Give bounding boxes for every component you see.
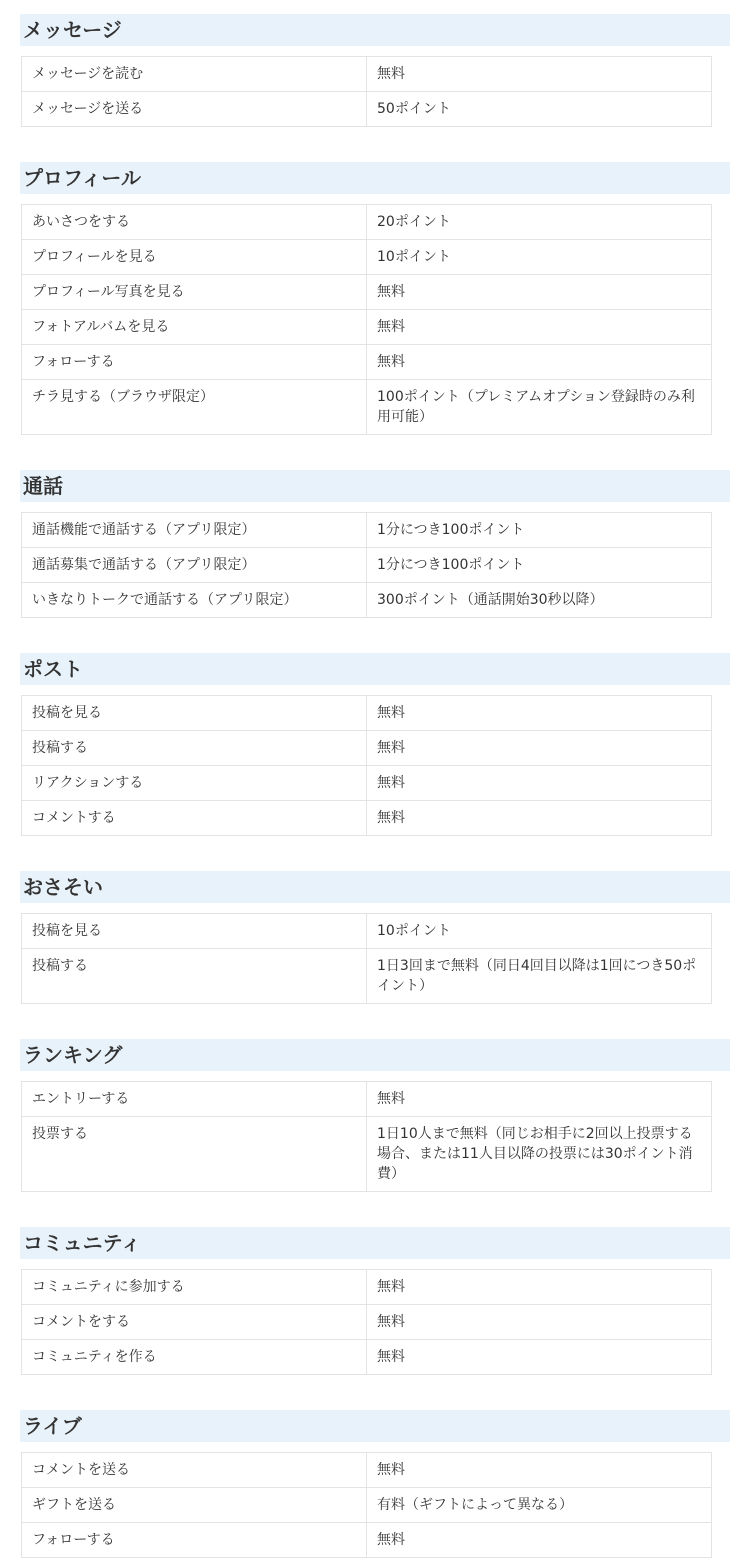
section-heading: プロフィール: [20, 162, 730, 194]
table-row: [22, 801, 712, 836]
cost-cell: 100ポイント（プレミアムオプション登録時のみ利用可能）: [367, 380, 712, 435]
action-cell: 投票する: [22, 1117, 367, 1192]
cost-cell: 無料: [367, 1270, 712, 1305]
table-row: [22, 1270, 712, 1305]
cost-cell: 1日10人まで無料（同じお相手に2回以上投票する場合、または11人目以降の投票には30ポイント消費）: [367, 1117, 712, 1192]
action-cell: フォローする: [22, 345, 367, 380]
action-cell: 投稿する: [22, 731, 367, 766]
action-cell: コミュニティを作る: [22, 1340, 367, 1375]
pricing-table: [21, 695, 712, 836]
cost-cell: 無料: [367, 766, 712, 801]
table-row: [22, 583, 712, 618]
table-row: [22, 513, 712, 548]
action-cell: あいさつをする: [22, 205, 367, 240]
table-row: [22, 1340, 712, 1375]
table-row: [22, 766, 712, 801]
cost-cell: 無料: [367, 275, 712, 310]
action-cell: ギフトを送る: [22, 1488, 367, 1523]
section-spacer: [0, 836, 751, 871]
action-cell: 投稿する: [22, 949, 367, 1004]
section-heading: ライブ: [20, 1410, 730, 1442]
action-cell: コメントする: [22, 801, 367, 836]
cost-cell: 無料: [367, 310, 712, 345]
action-cell: 投稿を見る: [22, 696, 367, 731]
action-cell: 投稿を見る: [22, 914, 367, 949]
section-heading: 通話: [20, 470, 730, 502]
table-row: [22, 345, 712, 380]
section-spacer: [0, 1004, 751, 1039]
action-cell: 通話機能で通話する（アプリ限定）: [22, 513, 367, 548]
cost-cell: 300ポイント（通話開始30秒以降）: [367, 583, 712, 618]
pricing-table: [21, 56, 712, 127]
cost-cell: 無料: [367, 731, 712, 766]
table-row: [22, 1305, 712, 1340]
cost-cell: 1分につき100ポイント: [367, 548, 712, 583]
action-cell: コメントをする: [22, 1305, 367, 1340]
section-heading: ランキング: [20, 1039, 730, 1071]
section-heading: メッセージ: [20, 14, 730, 46]
cost-cell: 無料: [367, 696, 712, 731]
table-row: [22, 57, 712, 92]
table-row: [22, 548, 712, 583]
section-spacer: [0, 127, 751, 162]
action-cell: リアクションする: [22, 766, 367, 801]
action-cell: メッセージを送る: [22, 92, 367, 127]
action-cell: コメントを送る: [22, 1453, 367, 1488]
pricing-section-1: [20, 14, 730, 127]
action-cell: チラ見する（ブラウザ限定）: [22, 380, 367, 435]
cost-cell: 無料: [367, 1340, 712, 1375]
action-cell: フォトアルバムを見る: [22, 310, 367, 345]
table-row: [22, 240, 712, 275]
section-spacer: [0, 1375, 751, 1410]
action-cell: いきなりトークで通話する（アプリ限定）: [22, 583, 367, 618]
cost-cell: 無料: [367, 1082, 712, 1117]
table-row: [22, 380, 712, 435]
cost-cell: 20ポイント: [367, 205, 712, 240]
table-row: [22, 696, 712, 731]
action-cell: エントリーする: [22, 1082, 367, 1117]
cost-cell: 10ポイント: [367, 914, 712, 949]
pricing-table: [21, 1452, 712, 1558]
pricing-section-2: [20, 162, 730, 435]
action-cell: コミュニティに参加する: [22, 1270, 367, 1305]
cost-cell: 無料: [367, 1305, 712, 1340]
table-row: [22, 914, 712, 949]
table-row: [22, 205, 712, 240]
pricing-table: [21, 1269, 712, 1375]
cost-cell: 50ポイント: [367, 92, 712, 127]
section-spacer: [0, 435, 751, 470]
pricing-section-3: [20, 470, 730, 618]
cost-cell: 10ポイント: [367, 240, 712, 275]
cost-cell: 1分につき100ポイント: [367, 513, 712, 548]
cost-cell: 1日3回まで無料（同日4回目以降は1回につき50ポイント）: [367, 949, 712, 1004]
pricing-section-6: [20, 1039, 730, 1192]
table-row: [22, 949, 712, 1004]
pricing-section-7: [20, 1227, 730, 1375]
cost-cell: 無料: [367, 57, 712, 92]
table-row: [22, 1523, 712, 1558]
cost-cell: 無料: [367, 1523, 712, 1558]
section-spacer: [0, 618, 751, 653]
section-heading: コミュニティ: [20, 1227, 730, 1259]
action-cell: フォローする: [22, 1523, 367, 1558]
table-row: [22, 1117, 712, 1192]
table-row: [22, 310, 712, 345]
pricing-table: [21, 913, 712, 1004]
pricing-table: [21, 512, 712, 618]
table-row: [22, 1453, 712, 1488]
cost-cell: 有料（ギフトによって異なる）: [367, 1488, 712, 1523]
pricing-table: [21, 204, 712, 435]
table-row: [22, 1082, 712, 1117]
action-cell: メッセージを読む: [22, 57, 367, 92]
table-row: [22, 275, 712, 310]
section-spacer: [0, 1192, 751, 1227]
action-cell: プロフィールを見る: [22, 240, 367, 275]
table-row: [22, 92, 712, 127]
section-heading: おさそい: [20, 871, 730, 903]
pricing-section-4: [20, 653, 730, 836]
pricing-table: [21, 1081, 712, 1192]
cost-cell: 無料: [367, 1453, 712, 1488]
table-row: [22, 1488, 712, 1523]
pricing-section-5: [20, 871, 730, 1004]
action-cell: 通話募集で通話する（アプリ限定）: [22, 548, 367, 583]
section-heading: ポスト: [20, 653, 730, 685]
action-cell: プロフィール写真を見る: [22, 275, 367, 310]
cost-cell: 無料: [367, 345, 712, 380]
table-row: [22, 731, 712, 766]
cost-cell: 無料: [367, 801, 712, 836]
pricing-section-8: [20, 1410, 730, 1558]
